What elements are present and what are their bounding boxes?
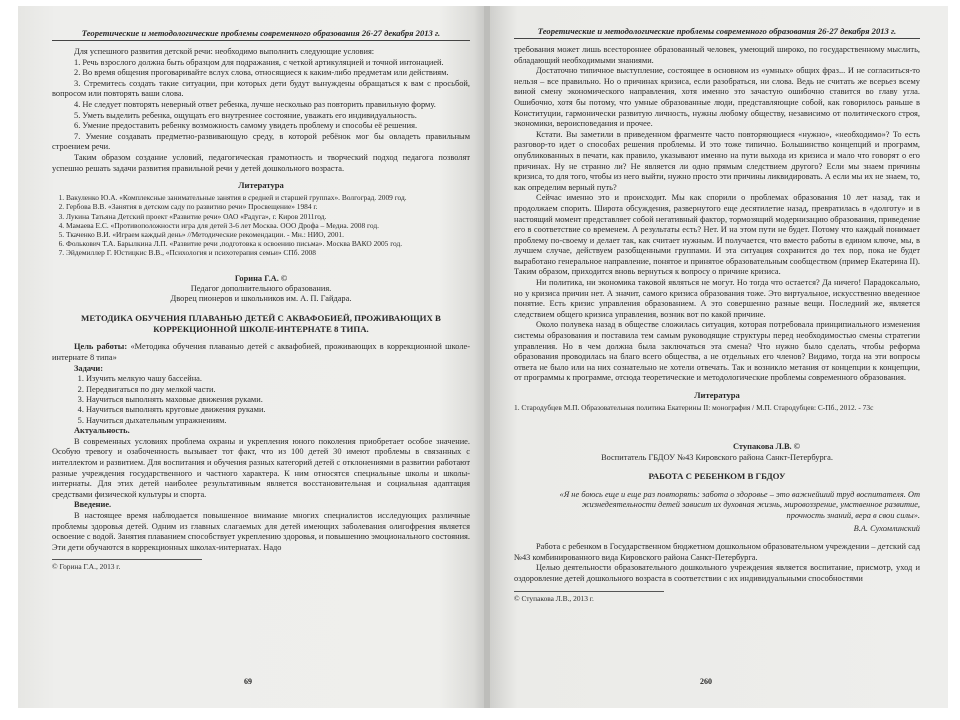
paragraph: Достаточно типичное выступление, состоящее в основном из «умных» общих фраз... И не согласиться-то нельзя – все правильно. Но о причинах кризиса, если разобраться, ни слова. Ведь не считать же всерьез всему виной смену экономического направления, хотя именно это зачастую ошибочно ставится во главу угла. Ошибочно, хотя бы потому, что умные образованные люди, представляющие собой, как говорилось раньше в Конституции, гармонически развитую личность, нужны любому обществу, независимо от политического строя, экономики, вероисповедания и прочее.	[514, 66, 920, 129]
reference-item: 3. Лукина Татьяна Детский проект «Развитие речи» ОАО «Радуга», г. Киров 2011год.	[66, 212, 470, 221]
footnote-rule	[514, 591, 664, 592]
section-heading: Литература	[694, 390, 740, 400]
list-item: 1. Речь взрослого должна быть образцом для подражания, с четкой артикуляцией и точной интонацией.	[74, 57, 444, 67]
page-number: 69	[244, 677, 252, 686]
author-name: Ступакова Л.В. ©	[732, 442, 800, 452]
intro-label: Введение.	[74, 500, 112, 510]
article-title: РАБОТА С РЕБЕНКОМ В ГБДОУ	[648, 471, 786, 482]
reference-item: 7. Эйдемиллер Г. Юстицкис В.В., «Психология и психотерапия семьи» СПб. 2008	[66, 248, 470, 257]
paragraph: Целью деятельности образовательного дошкольного учреждения является воспитание, присмотр, уход и оздоровление детей дошкольного возраста в соответствии с их индивидуальными способностями	[514, 563, 920, 583]
paragraph: Около полувека назад в обществе сложилась ситуация, которая потребовала принципиального изменения системы образования и поставила тем самым руководящие структуры перед необходимостью смены стратегии управления. Но в чем должна была заключаться эта смена? Что нужно было сделать, чтобы реформа образования проводилась на благо всего общества, а не отдельных его членов? Видимо, тогда на эти вопросы ответа не было или на них сознательно не хотели отвечать. Так и возникло метания от концепции к концепции, от программы к программе, отсюда теоретические и методологические проблемы современного образования.	[514, 320, 920, 383]
reference-item: 5. Ткаченко В.И. «Играем каждый день» //Методические рекомендации. - Мн.: НИО, 2001.	[66, 230, 470, 239]
paragraph: требования может лишь всестороннее образованный человек, умеющий широко, по государственному мыслить, обладающий необходимыми знаниями.	[514, 45, 920, 65]
goal-text: «Методика обучения плаванью детей с аквафобией, проживающих в коррекционной школе-интернате 8 типа»	[52, 342, 471, 362]
task-item: 2. Передвигаться по дну мелкой части.	[86, 385, 470, 395]
reference-item: 6. Фолькович Т.А. Барылкина Л.П. «Развитие речи ,подготовка к освоению письма». Москва ВАКО 2005 год.	[66, 239, 470, 248]
page-number: 260	[700, 677, 712, 686]
reference-item: 4. Мамаева Е.С. «Противоположности игра для детей 3-6 лет Москва. ООО Дрофа – Медиа. 2008 год.	[66, 221, 470, 230]
paragraph: Работа с ребенком в Государственном бюджетном дошкольном образовательном учреждении – детский сад №43 комбинированного вида Кировского района Санкт-Петербурга.	[514, 542, 920, 562]
running-header: Теоретические и методологические проблемы современного образования 26-27 декабря 2013 г.	[52, 28, 470, 41]
paragraph: Сейчас именно это и происходит. Мы как спорили о проблемах образования 10 лет назад, так и продолжаем спорить. Широта обсуждения, развернутого еще десятилетие назад, превратилась в «долготу» и в настоящий момент представляет собой негативный фактор, тормозящий модернизацию образования, приведение его в соответствие со временем. А результаты есть? Нет. И на этом пути не будет. Потому что каждый понимает проблему по-своему и делает так, как считает нужным. И получается, что вместо работы в едином ключе, мы, в лучшем случае, действуем разобщенными группами. И эта ситуация сохранится до тех пор, пока не будет выработано генеральное направление, понятое и принятое образовательным сообществом (пример Екатерина II). Таким образом, приходится вновь вернуться к вопросу о причине кризиса.	[514, 193, 920, 277]
paragraph: Кстати. Вы заметили в приведенном фрагменте часто повторяющиеся «нужно», «необходимо»? То есть разговор-то идет о способах решения проблемы. И это тоже типично. Большинство концепций и программ, опубликованных в печати, как правило, указывают именно на пути выхода из кризиса и мало что говорят о его причинах. Ну не странно ли? Не является ли одно прямым следствием другого? Если мы знаем причины кризиса, то для того, чтобы из него выйти, нужно просто эти причины ликвидировать. А если мы их не знаем, то, как определим верный путь?	[514, 129, 920, 192]
task-item: 3. Научиться выполнять маховые движения руками.	[86, 395, 470, 405]
footnote-rule	[52, 559, 202, 560]
task-item: 1. Изучить мелкую чашу бассейна.	[86, 374, 470, 384]
footnote: © Горина Г.А., 2013 г.	[52, 562, 121, 572]
paragraph: Таким образом создание условий, педагогическая грамотность и творческий подход педагога позволят успешно решать задачи развития правильной речи у детей дошкольного возраста.	[52, 152, 470, 173]
author-org: Дворец пионеров и школьников им. А. П. Гайдара.	[170, 294, 352, 304]
right-page	[490, 6, 948, 708]
footnote: © Ступакова Л.В., 2013 г.	[514, 593, 594, 603]
section-heading: Литература	[238, 180, 284, 191]
reference-list	[52, 193, 470, 257]
running-header: Теоретические и методологические проблемы современного образования 26-27 декабря 2013 г.	[514, 26, 920, 39]
paragraph: В настоящее время наблюдается повышенное внимание многих специалистов исследующих различные проблемы здоровья детей. Одним из главных слагаемых для детей имеющих заболевания олигофрения является освоение с водой. Занятия плаванием способствует укреплению здоровья, и повышению эмоционального состояния. Эти дети обучаются в коррекционных школах-интернатах. Надо	[52, 510, 471, 552]
tasks-label: Задачи:	[74, 363, 104, 373]
reference-item: 2. Гербова В.В. «Занятия в детском саду по развитию речи» Просвещение» 1984 г.	[66, 202, 470, 211]
reference-item: 1. Вакуленко Ю.А. «Комплексные занимательные занятия в средней и старшей группах». Волгоград. 2009 год.	[66, 193, 470, 202]
article-title: МЕТОДИКА ОБУЧЕНИЯ ПЛАВАНЬЮ ДЕТЕЙ С АКВАФОБИЕЙ, ПРОЖИВАЮЩИХ В КОРРЕКЦИОННОЙ ШКОЛЕ-ИНТЕРНАТЕ 8 ТИПА.	[81, 312, 441, 334]
epigraph: «Я не боюсь еще и еще раз повторять: забота о здоровье – это важнейший труд воспитателя. От жизнедеятельности детей зависит их духовная жизнь, мировоззрение, умственное развитие, прочность знаний, вера в свои силы».	[559, 489, 920, 520]
goal-label: Цель работы:	[74, 342, 128, 352]
author-name: Горина Г.А. ©	[234, 273, 288, 283]
reference-item: 1. Стародубцев М.П. Образовательная политика Екатерины II: монография / М.П. Стародубцев: С-Пб., 2012. - 73с	[514, 403, 874, 412]
task-list	[52, 374, 470, 426]
list-item: 2. Во время общения проговаривайте вслух слова, относящиеся к каким-либо предметам или действиям.	[74, 68, 449, 78]
author-role: Воспитатель ГБДОУ №43 Кировского района Санкт-Петербурга.	[601, 452, 833, 462]
author-role: Педагог дополнительного образования.	[190, 283, 332, 293]
paragraph: В современных условиях проблема охраны и укрепления юного поколения приобретает особое значение. Особую тревогу и озабоченность вызывает тот факт, что из 100 детей 30 имеют проблемы в связанных с интеллектом и развитием. Для воспитания и обучения разных категорий детей с отклонениями в развитии работают разные учреждения государственного и частного характера. К ним относятся специальные школы и школы-интернаты. Для этих детей наиболее результативным является восстановительная и социальная адаптация средствами физической культуры и спорта.	[52, 436, 470, 499]
list-item: 7. Умение создавать предметно-развивающую среду, в которой ребёнок мог бы овладеть правильным строением речи.	[52, 131, 470, 152]
paragraph: Для успешного развития детской речи: необходимо выполнить следующие условия:	[74, 47, 375, 56]
epigraph-author: В.А. Сухомлинский	[853, 523, 920, 533]
left-page	[18, 6, 486, 708]
list-item: 3. Стремитесь создать такие ситуации, при которых дети будут вынуждены обращаться к вам с просьбой, вопросом или повторять ваши слова.	[52, 78, 470, 99]
list-item: 5. Уметь выделить ребенка, ощущать его внутреннее состояние, уважать его индивидуальность.	[74, 110, 417, 120]
task-item: 4. Научиться выполнять круговые движения руками.	[86, 405, 470, 415]
book-spread	[18, 6, 948, 708]
relevance-label: Актуальность.	[74, 426, 130, 436]
list-item: 4. Не следует повторять неверный ответ ребенка, лучше несколько раз повторить правильную форму.	[74, 99, 436, 109]
task-item: 5. Научиться дыхательным упражнениям.	[86, 416, 470, 426]
list-item: 6. Умение предоставить ребенку возможность самому увидеть проблему и способы её решения.	[74, 121, 418, 131]
paragraph: Ни политика, ни экономика таковой являться не могут. Но тогда что остается? Да ничего! Парадоксально, но у кризиса причин нет. А значит, самого кризиса образования тоже. Это виртуальное, искусственно введенное понятие. Есть кризис управления образованием. А это совершенно разные вещи. Последний же, является следствием общего кризиса управления, возник вот по какой причине.	[514, 278, 920, 319]
